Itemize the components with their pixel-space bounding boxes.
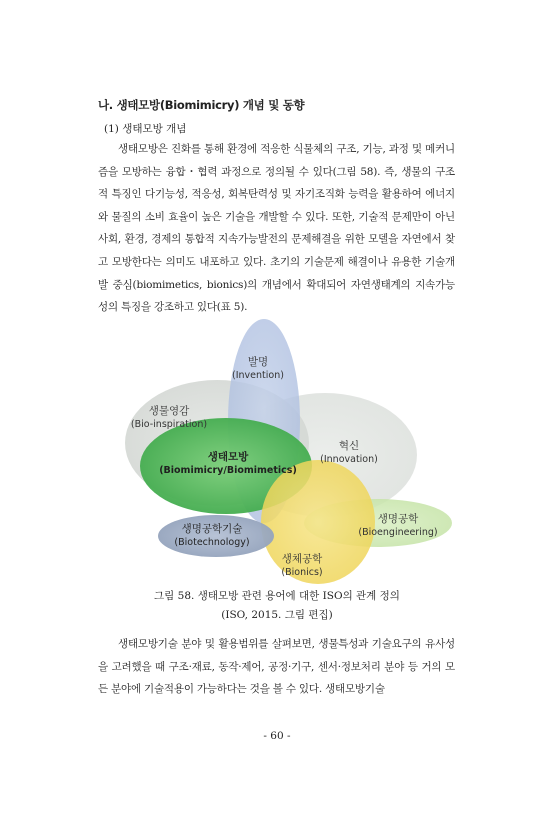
invention-label-ko: 발명	[247, 356, 269, 368]
venn-diagram	[112, 318, 453, 584]
figure-source: (ISO, 2015. 그림 편집)	[221, 609, 333, 621]
bioengineering-label-en: (Bioengineering)	[358, 527, 438, 538]
body-paragraph-2: 생태모방기술 분야 및 활용범위를 살펴보면, 생물특성과 기술요구의 유사성을 고려했을 때 구조·재료, 동작·제어, 공정·기구, 센서·정보처리 분야 등 거의 모든 분야에 기술적용이 가능하다는 것을 볼 수 있다. 생태모방기술	[98, 638, 455, 696]
innovation-label-en: (Innovation)	[320, 454, 378, 465]
bionics-label-ko: 생체공학	[281, 553, 323, 565]
biotechnology-ellipse	[158, 515, 274, 557]
section-heading: 나. 생태모방(Biomimicry) 개념 및 동향	[98, 98, 305, 112]
bioinspiration-label-en: (Bio-inspiration)	[130, 419, 208, 430]
innovation-label-ko: 혁신	[338, 440, 360, 452]
body-paragraph-1: 생태모방은 진화를 통해 환경에 적응한 식물체의 구조, 기능, 과정 및 메커니즘을 모방하는 융합・협력 과정으로 정의될 수 있다(그림 58). 즉, 생물의 구조적 특징인 다기능성, 적응성, 회복탄력성 및 자기조직화 능력을 활용하여 에너지와 물질의 소비 효율이 높은 기술을 개발할 수 있다. 또한, 기술적 문제만이 아닌 사회, 환경, 경제의 통합적 지속가능발전의 문제해결을 위한 모델을 자연에서 찾고 모방한다는 의미도 내포하고 있다. 초기의 기술문제 해결이나 유용한 기술개발 중심(biomimetics, bionics)의 개념에서 확대되어 자연생태계의 지속가능성의 특징을 강조하고 있다(표 5).	[98, 143, 455, 314]
bioinspiration-label-ko: 생물영감	[148, 405, 190, 417]
biotechnology-label-en: (Biotechnology)	[174, 537, 250, 548]
bionics-ellipse	[261, 460, 375, 584]
venn-diagram-figure	[112, 318, 453, 584]
page-number: - 60 -	[263, 730, 291, 742]
bionics-label-en: (Bionics)	[281, 567, 323, 578]
subsection-heading: (1) 생태모방 개념	[104, 123, 187, 135]
invention-label-en: (Invention)	[232, 370, 284, 381]
figure-caption: 그림 58. 생태모방 관련 용어에 대한 ISO의 관계 정의	[154, 590, 400, 602]
biomimicry-label-ko: 생태모방	[207, 451, 249, 463]
biotechnology-label-ko: 생명공학기술	[181, 523, 243, 535]
bioengineering-label-ko: 생명공학	[377, 513, 419, 525]
biomimicry-label-en: (Biomimicry/Biomimetics)	[159, 465, 297, 476]
